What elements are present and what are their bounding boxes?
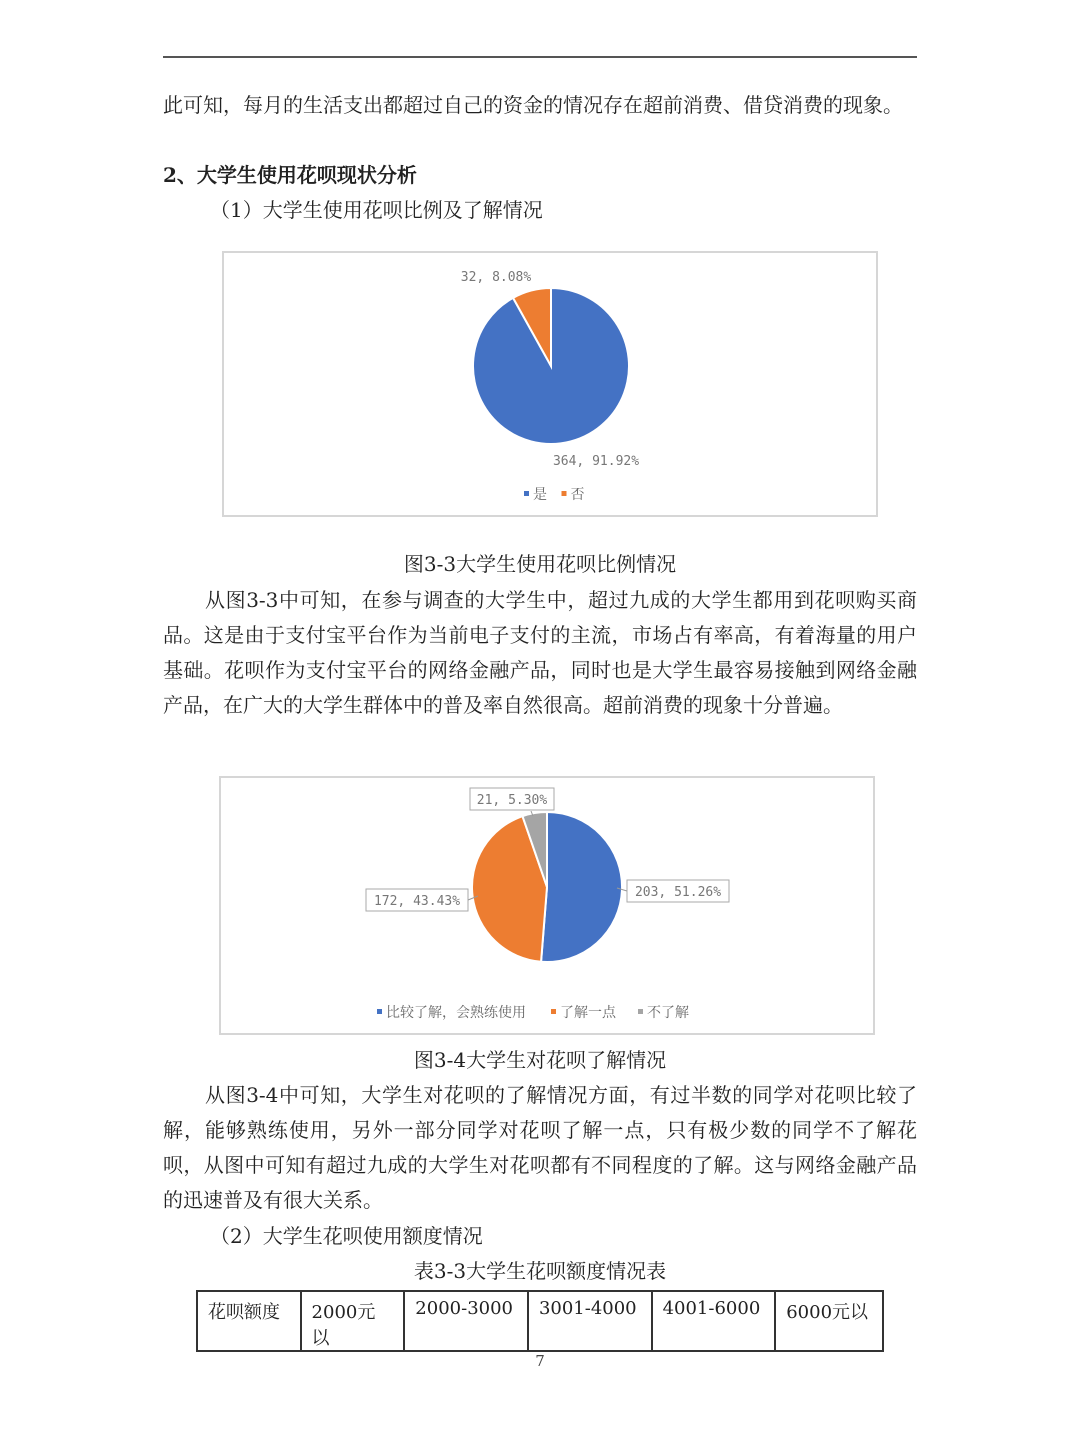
figure-3-4-caption: 图3-4大学生对花呗了解情况: [413, 1048, 667, 1072]
legend-label: 否: [570, 487, 585, 503]
data-label: 364, 91.92%: [552, 454, 640, 469]
page-number: 7: [535, 1352, 545, 1370]
legend-label: 是: [533, 487, 547, 503]
table-cell: 3001-4000: [528, 1291, 652, 1351]
legend-swatch: [377, 1009, 382, 1014]
legend-swatch: [562, 491, 567, 496]
legend-swatch: [551, 1009, 556, 1014]
quota-table: [196, 1290, 884, 1352]
pie-slice-0: [541, 812, 622, 962]
table-cell: 2000元以: [301, 1291, 405, 1351]
header-rule: [163, 56, 917, 58]
data-label: 172, 43.43%: [373, 894, 461, 909]
data-label: 203, 51.26%: [634, 885, 722, 900]
table-cell: 花呗额度: [197, 1291, 301, 1351]
paragraph-fig33: 从图3-3中可知，在参与调查的大学生中，超过九成的大学生都用到花呗购买商品。这是由于支付宝平台作为当前电子支付的主流，市场占有率高，有着海量的用户基础。花呗作为支付宝平台的网络金融产品，同时也是大学生最容易接触到网络金融产品，在广大的大学生群体中的普及率自然很高。超前消费的现象十分普遍。: [163, 588, 917, 717]
paragraph-intro: 此可知，每月的生活支出都超过自己的资金的情况存在超前消费、借贷消费的现象。: [163, 93, 903, 117]
table-cell: 6000元以: [775, 1291, 883, 1351]
legend-swatch: [524, 491, 529, 496]
subsection-heading-1: （1）大学生使用花呗比例及了解情况: [210, 198, 543, 222]
table-cell: 2000-3000: [404, 1291, 528, 1351]
subsection-heading-2: （2）大学生花呗使用额度情况: [210, 1224, 483, 1248]
pie-chart-awareness: [221, 778, 873, 1033]
table-cell: 4001-6000: [652, 1291, 776, 1351]
legend-label: 比较了解，会熟练使用: [386, 1005, 526, 1021]
data-label: 21, 5.30%: [476, 793, 548, 808]
legend-swatch: [638, 1009, 643, 1014]
data-label: 32, 8.08%: [460, 270, 532, 285]
figure-3-3-caption: 图3-3大学生使用花呗比例情况: [403, 552, 677, 576]
figure-3-4-chart: [219, 776, 875, 1035]
table-3-3-caption: 表3-3大学生花呗额度情况表: [413, 1259, 667, 1283]
table-row: [197, 1291, 883, 1351]
section-heading: 2、大学生使用花呗现状分析: [163, 163, 417, 187]
pie-chart-usage: [224, 253, 876, 515]
legend-label: 不了解: [647, 1005, 689, 1021]
paragraph-fig34: 从图3-4中可知，大学生对花呗的了解情况方面，有过半数的同学对花呗比较了解，能够熟练使用，另外一部分同学对花呗了解一点，只有极少数的同学不了解花呗，从图中可知有超过九成的大学生对花呗都有不同程度的了解。这与网络金融产品的迅速普及有很大关系。: [163, 1083, 917, 1212]
figure-3-3-chart: [222, 251, 878, 517]
legend-label: 了解一点: [560, 1005, 616, 1021]
